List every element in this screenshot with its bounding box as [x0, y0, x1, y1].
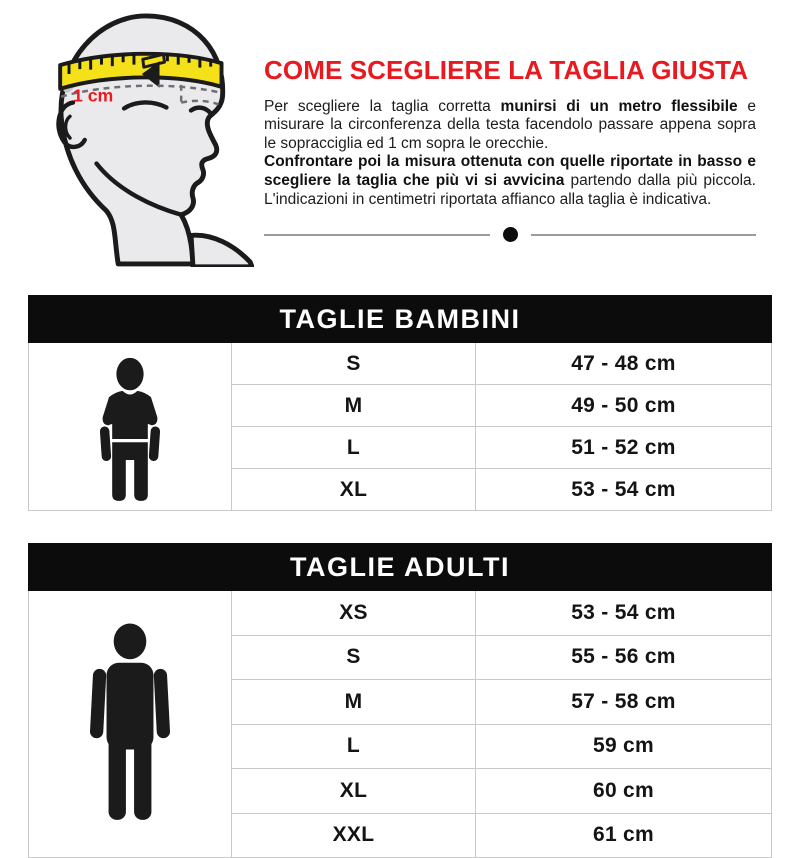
intro-text-column	[264, 6, 756, 267]
size-range: 51 - 52 cm	[571, 435, 676, 459]
size-range: 53 - 54 cm	[571, 477, 676, 501]
table-row	[232, 679, 771, 724]
size-label: S	[232, 343, 476, 384]
table-row	[232, 813, 771, 858]
divider-dot	[503, 227, 518, 242]
bambini-title-bar	[28, 295, 772, 343]
table-row	[232, 591, 771, 635]
table-row	[232, 724, 771, 769]
size-label: XXL	[232, 814, 476, 858]
adulti-title-bar	[28, 543, 772, 591]
size-range: 61 cm	[592, 823, 655, 847]
size-tables-section	[28, 295, 772, 858]
size-range: 57 - 58 cm	[571, 689, 676, 713]
size-label: L	[232, 725, 476, 769]
table-row	[232, 635, 771, 680]
divider-line-left	[264, 234, 490, 236]
page-title: COME SCEGLIERE LA TAGLIA GIUSTA	[264, 55, 749, 85]
size-range: 47 - 48 cm	[571, 351, 676, 375]
section-divider	[264, 227, 756, 242]
head-with-tape-drawing	[8, 6, 254, 267]
intro-text-bold-1: munirsi di un metro flessibile	[500, 97, 738, 115]
taglie-bambini-table	[28, 295, 772, 511]
taglie-adulti-table	[28, 543, 772, 858]
size-label: XL	[232, 469, 476, 510]
shoulder-line	[191, 235, 252, 267]
intro-text-bold-2: Confrontare poi la misura ottenuta con quelle riportate in basso e scegliere la taglia che più vi si avvicina	[264, 153, 756, 189]
size-range: 59 cm	[592, 734, 655, 758]
table-row	[232, 343, 771, 384]
size-label: L	[232, 427, 476, 468]
divider-line-right	[531, 234, 757, 236]
intro-paragraph	[264, 98, 756, 210]
child-figure-icon	[88, 351, 172, 503]
one-cm-label: 1 cm	[72, 85, 114, 106]
head-measurement-illustration	[8, 6, 254, 267]
intro-text-2: e misurare la circonferenza della testa facendolo passare appena sopra le sopracciglia ed 1 cm sopra le orecchie.	[264, 97, 756, 152]
size-label: XS	[232, 591, 476, 635]
size-range: 60 cm	[592, 778, 655, 802]
adult-figure-icon	[84, 622, 176, 826]
table-row	[232, 384, 771, 426]
intro-text-1: Per scegliere la taglia corretta	[264, 97, 501, 115]
size-label: M	[232, 385, 476, 426]
size-range: 53 - 54 cm	[571, 600, 676, 624]
child-icon	[29, 343, 232, 510]
table-row	[232, 468, 771, 510]
table-row	[232, 426, 771, 468]
intro-text-3: partendo dalla più piccola. L'indicazioni in centimetri riportata affianco alla taglia è indicativa.	[264, 171, 756, 208]
size-range: 49 - 50 cm	[571, 393, 676, 417]
size-label: S	[232, 636, 476, 680]
size-label: M	[232, 680, 476, 724]
size-range: 55 - 56 cm	[571, 645, 676, 669]
size-label: XL	[232, 769, 476, 813]
adulti-title: TAGLIE ADULTI	[290, 551, 510, 582]
bambini-title: TAGLIE BAMBINI	[279, 303, 521, 334]
adult-icon	[29, 591, 232, 857]
table-row	[232, 768, 771, 813]
intro-section	[0, 0, 800, 267]
